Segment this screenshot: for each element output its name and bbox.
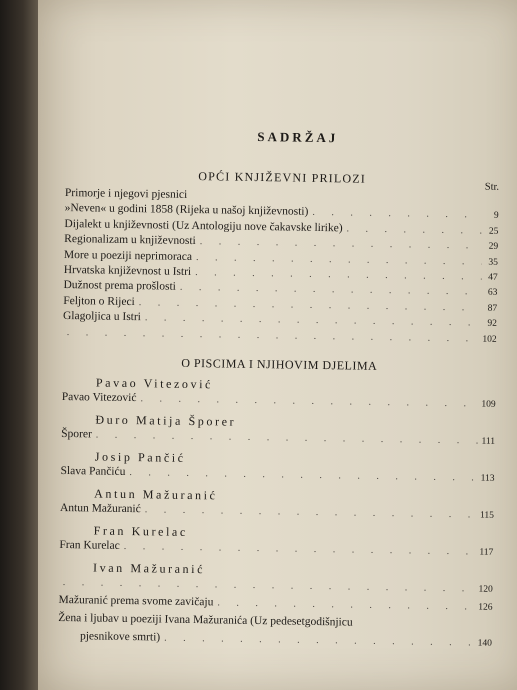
entry-title: Antun Mažuranić (59, 501, 141, 516)
entry-page-number: 63 (487, 287, 498, 299)
section-title: OPĆI KNJIŽEVNI PRILOZI (198, 169, 367, 186)
entry-page-number: 117 (479, 547, 494, 558)
entry-title: Šporer (61, 427, 92, 441)
entry-title: pjesnikove smrti) (79, 630, 161, 644)
entry-title: Dijalekt u književnosti (Uz Antologiju nove čakavske lirike) (64, 217, 343, 235)
entry-page-number: 111 (481, 436, 496, 447)
entry-page-number: 47 (488, 272, 498, 283)
entry-title: Slava Pančiću (60, 464, 126, 478)
book-spine-shadow (0, 0, 42, 690)
entry-page-number: 113 (480, 473, 495, 484)
author-heading: Fran Kurelac (93, 523, 188, 539)
entry-title: Žena i ljubav u poeziji Ivana Mažuranića (Uz pedesetgodišnjicu (58, 611, 353, 629)
section-entries (63, 186, 499, 347)
entry-page-number: 140 (477, 638, 493, 649)
entry-title: Hrvatska književnost u Istri (63, 263, 192, 278)
section-title: O PISCIMA I NJIHOVIM DJELIMA (181, 355, 378, 373)
author-heading: Antun Mažuranić (94, 486, 218, 503)
entry-page-number: 29 (488, 241, 499, 252)
author-heading: Pavao Vitezović (95, 375, 214, 392)
dot-leader (342, 221, 482, 238)
entry-page-number: 87 (487, 303, 498, 314)
author-heading: Ivan Mažuranić (92, 560, 206, 577)
entry-title: Dužnost prema prošlosti (63, 279, 177, 294)
entry-page-number: 35 (488, 257, 498, 268)
entry-page-number: 25 (488, 226, 499, 237)
dot-leader (213, 595, 476, 614)
page-column-label: Str. (484, 181, 500, 193)
entry-page-number: 120 (478, 584, 493, 595)
author-list (58, 375, 496, 654)
entry-page-number: 9 (493, 211, 499, 222)
entry-title: More u poeziji neprimoraca (63, 248, 193, 263)
entry-page-number: 92 (487, 318, 498, 329)
entry-title: Glagoljica u Istri (62, 310, 142, 324)
entry-title: Pavao Vitezović (61, 390, 137, 405)
entry-page-number: 102 (482, 334, 497, 345)
author-heading: Đuro Matija Šporer (95, 412, 237, 429)
entry-page-number: 126 (478, 602, 493, 613)
entry-title: Feljton o Rijeci (63, 294, 135, 308)
entry-title: Mažuranić prema svome zavičaju (58, 593, 214, 609)
author-heading: Josip Pančić (94, 449, 186, 465)
entry-title: »Neven« u godini 1858 (Rijeka u našoj književnosti) (64, 202, 309, 219)
table-of-contents (58, 126, 500, 654)
entry-title: Primorje i njegovi pjesnici (64, 186, 188, 201)
entry-page-number: 109 (481, 399, 496, 410)
page-title: SADRŽAJ (257, 129, 339, 146)
entry-page-number: 115 (479, 510, 495, 521)
entry-title: Regionalizam u književnosti (64, 233, 196, 248)
entry-title: Fran Kurelac (59, 538, 120, 552)
